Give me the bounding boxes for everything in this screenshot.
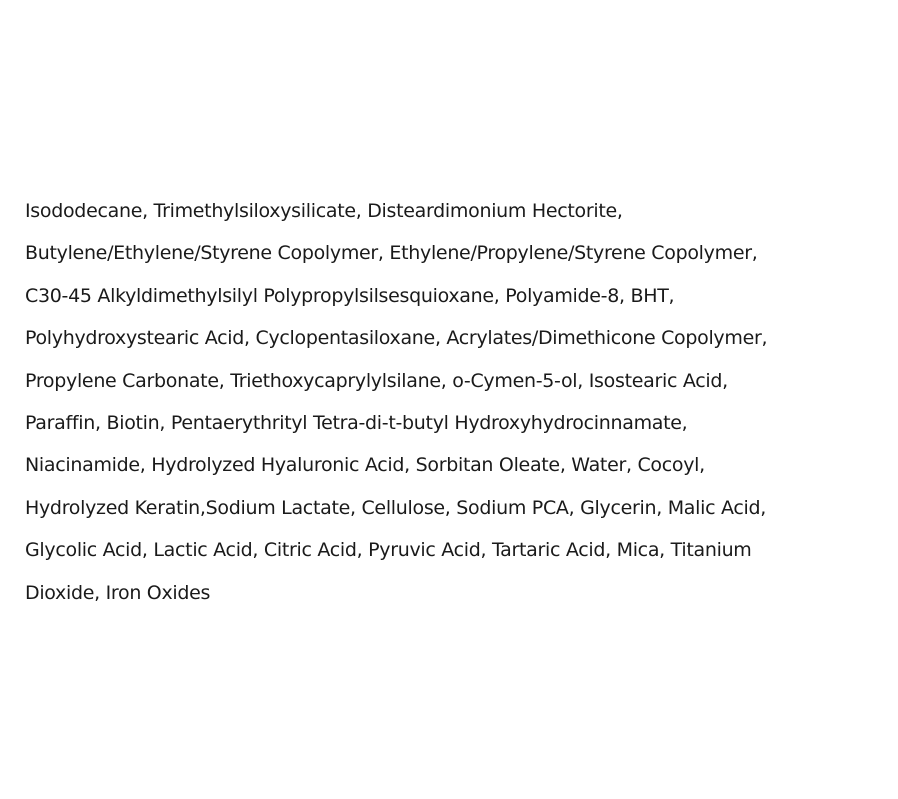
ingredients-list [25,195,885,619]
ingredients-line: Dioxide, Iron Oxides [25,581,211,604]
ingredients-line: Paraffin, Biotin, Pentaerythrityl Tetra-di-t-butyl Hydroxyhydrocinnamate, [25,411,688,434]
ingredients-line: Isododecane, Trimethylsiloxysilicate, Disteardimonium Hectorite, [25,200,623,222]
ingredients-line: Propylene Carbonate, Triethoxycaprylylsilane, o-Cymen-5-ol, Isostearic Acid, [25,369,728,392]
ingredients-line: Glycolic Acid, Lactic Acid, Citric Acid, Pyruvic Acid, Tartaric Acid, Mica, Titanium [25,539,752,562]
ingredients-line: C30-45 Alkyldimethylsilyl Polypropylsilsesquioxane, Polyamide-8, BHT, [25,284,675,307]
ingredients-line: Polyhydroxystearic Acid, Cyclopentasiloxane, Acrylates/Dimethicone Copolymer, [25,327,768,350]
ingredients-line: Hydrolyzed Keratin,Sodium Lactate, Cellulose, Sodium PCA, Glycerin, Malic Acid, [25,496,766,519]
ingredients-line: Butylene/Ethylene/Styrene Copolymer, Ethylene/Propylene/Styrene Copolymer, [25,242,758,265]
ingredients-line: Niacinamide, Hydrolyzed Hyaluronic Acid, Sorbitan Oleate, Water, Cocoyl, [25,454,705,477]
